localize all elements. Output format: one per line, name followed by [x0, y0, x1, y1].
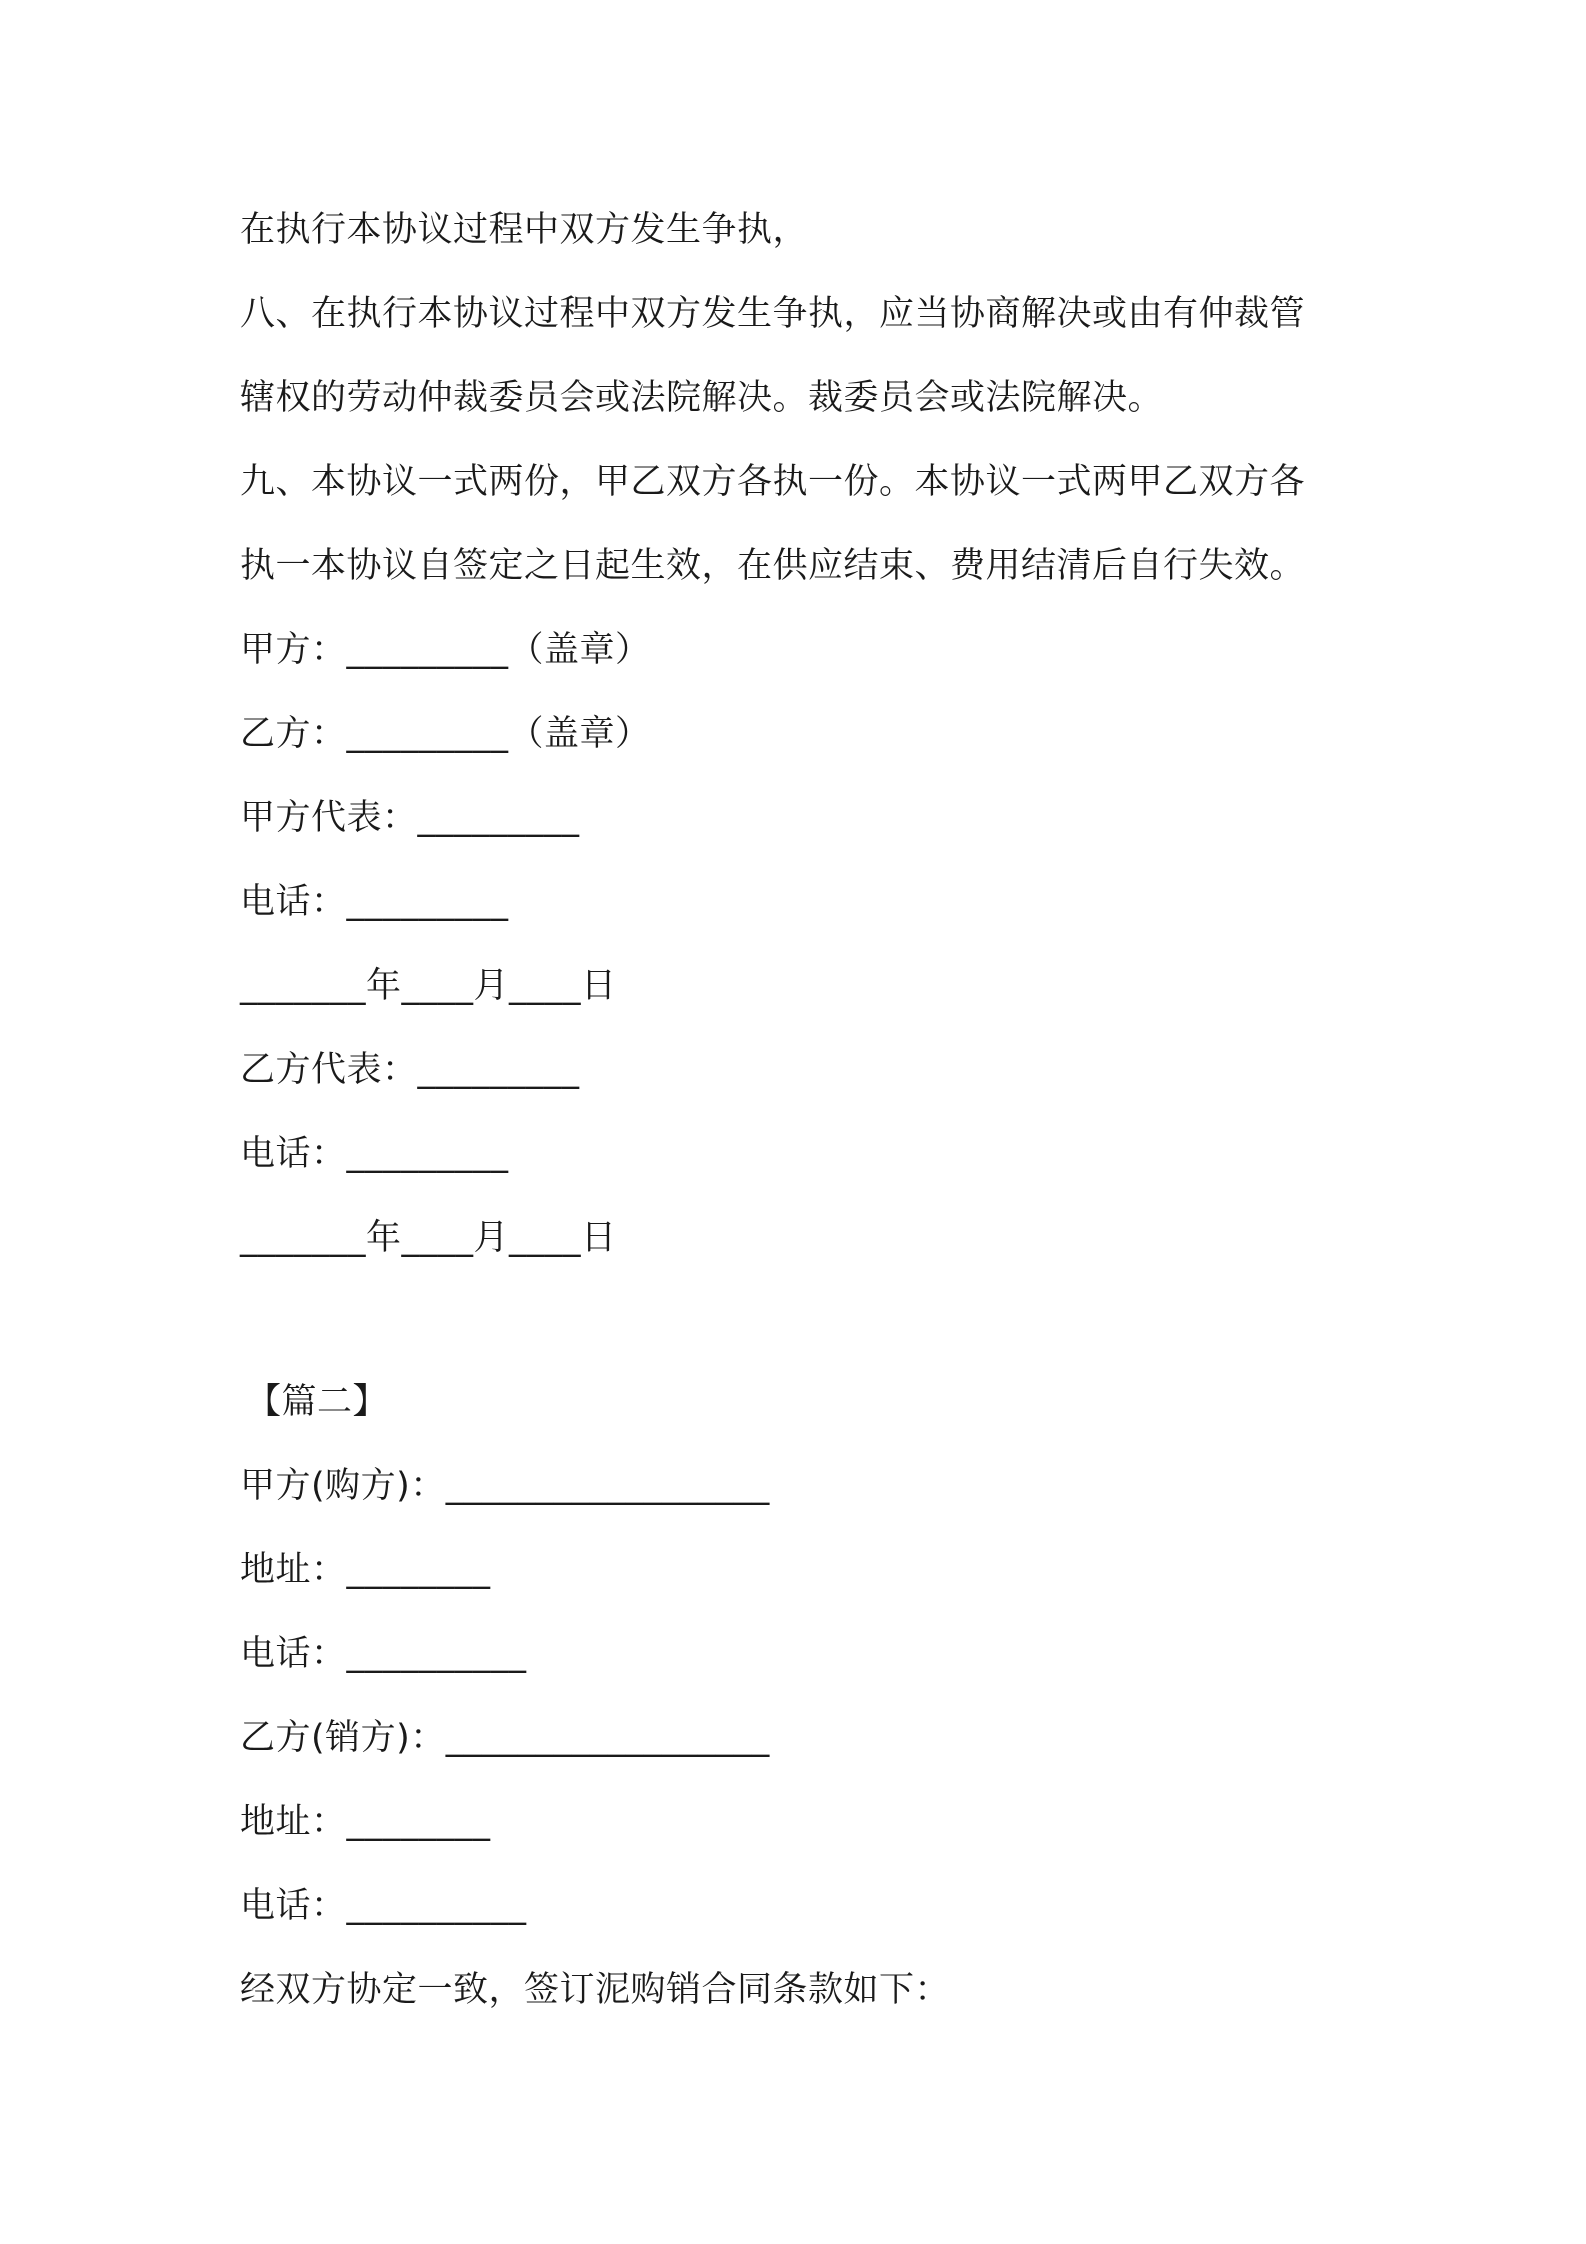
- seller-address-line: 地址：________: [240, 1802, 491, 1842]
- clause-eight-line-1: 八、在执行本协议过程中双方发生争执，应当协商解决或由有仲裁管: [240, 294, 1306, 334]
- party-b-seal-line: 乙方：_________（盖章）: [240, 714, 651, 754]
- party-a-date-line: _______年____月____日: [240, 966, 617, 1006]
- party-b-phone-line: 电话：_________: [240, 1134, 509, 1174]
- seller-line: 乙方(销方)：__________________: [240, 1718, 770, 1758]
- party-b-representative-line: 乙方代表：_________: [240, 1050, 580, 1090]
- seller-phone-line: 电话：__________: [240, 1886, 527, 1926]
- buyer-phone-line: 电话：__________: [240, 1634, 527, 1674]
- party-a-representative-line: 甲方代表：_________: [240, 798, 580, 838]
- clause-nine-line-2: 执一本协议自签定之日起生效，在供应结束、费用结清后自行失效。: [240, 546, 1306, 586]
- buyer-line: 甲方(购方)：__________________: [240, 1466, 770, 1506]
- party-a-seal-line: 甲方：_________（盖章）: [240, 630, 651, 670]
- section-heading: 【篇二】: [246, 1382, 389, 1422]
- clause-intro: 在执行本协议过程中双方发生争执，: [240, 210, 809, 250]
- party-b-date-line: _______年____月____日: [240, 1218, 617, 1258]
- clause-eight-line-2: 辖权的劳动仲裁委员会或法院解决。裁委员会或法院解决。: [240, 378, 1164, 418]
- party-a-phone-line: 电话：_________: [240, 882, 509, 922]
- clause-nine-line-1: 九、本协议一式两份，甲乙双方各执一份。本协议一式两甲乙双方各: [240, 462, 1306, 502]
- agreement-intro-line: 经双方协定一致，签订泥购销合同条款如下：: [240, 1970, 951, 2010]
- buyer-address-line: 地址：________: [240, 1550, 491, 1590]
